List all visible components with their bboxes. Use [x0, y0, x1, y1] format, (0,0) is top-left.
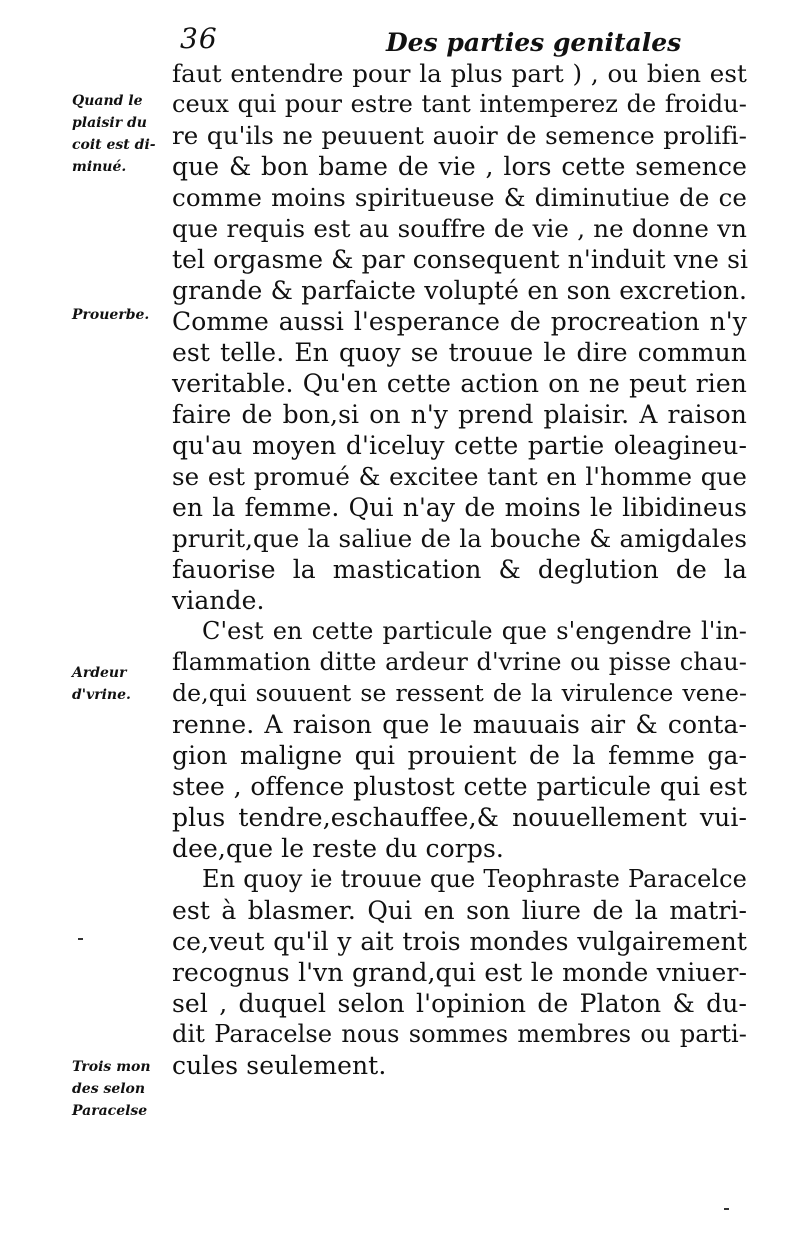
text-line: sel , duquel selon l'opinion de Platon & du- [172, 989, 747, 1018]
text-line: fauorise la mastication & deglution de la [172, 555, 747, 584]
text-line: veritable. Qu'en cette action on ne peut rien [172, 369, 747, 398]
margin-note-mondes [72, 1056, 172, 1122]
text-line: faut entendre pour la plus part ) , ou bien est [172, 59, 747, 88]
ink-speck [78, 938, 83, 940]
text-line: est telle. En quoy se trouue le dire commun [172, 338, 747, 367]
text-line: se est promué & excitee tant en l'homme que [172, 462, 747, 491]
margin-note-line: Prouerbe. [72, 307, 150, 323]
text-line: viande. [172, 586, 265, 615]
margin-note-line: coit est di- [72, 137, 156, 153]
text-line: En quoy ie trouue que Teophraste Paracelce [202, 865, 747, 893]
text-line: renne. A raison que le mauuais air & conta- [172, 710, 747, 739]
margin-note-line: des selon [72, 1081, 146, 1097]
text-line: que requis est au souffre de vie , ne donne vn [172, 214, 747, 243]
text-line: en la femme. Qui n'ay de moins le libidineus [172, 493, 747, 522]
margin-note-line: minué. [72, 159, 127, 175]
text-line: dit Paracelse nous sommes membres ou parti- [172, 1020, 747, 1048]
margin-note-proverbe [72, 304, 172, 326]
text-line: Comme aussi l'esperance de procreation n'y [172, 307, 747, 336]
text-line: prurit,que la saliue de la bouche & amigdales [172, 524, 747, 553]
text-line: plus tendre,eschauffee,& nouuellement vui- [172, 803, 747, 832]
margin-note-line: Ardeur [72, 665, 127, 681]
text-line: de,qui souuent se ressent de la virulence vene- [172, 679, 747, 707]
page-header [0, 22, 800, 62]
margin-note-line: Quand le [72, 93, 143, 109]
text-line: C'est en cette particule que s'engendre l'in- [202, 617, 747, 645]
text-line: dee,que le reste du corps. [172, 834, 504, 863]
margin-note-ardeur [72, 662, 172, 706]
margin-note-line: plaisir du [72, 115, 147, 131]
text-line: est à blasmer. Qui en son liure de la matri- [172, 896, 747, 925]
text-line: flammation ditte ardeur d'vrine ou pisse chau- [172, 648, 747, 676]
text-line: ce,veut qu'il y ait trois mondes vulgairement [172, 927, 747, 956]
page-number: 36 [180, 22, 218, 55]
text-line: re qu'ils ne peuuent auoir de semence prolifi- [172, 121, 747, 150]
text-line: recognus l'vn grand,qui est le monde vniuer- [172, 958, 747, 987]
text-line: stee , offence plustost cette particule qui est [172, 772, 747, 801]
body-text [172, 58, 747, 1081]
margin-note-plaisir [72, 90, 172, 178]
text-line: grande & parfaicte volupté en son excretion. [172, 276, 747, 305]
running-head: Des parties genitales [386, 28, 682, 57]
ink-speck [724, 1208, 729, 1210]
text-line: faire de bon,si on n'y prend plaisir. A raison [172, 400, 747, 429]
text-line: qu'au moyen d'iceluy cette partie oleagineu- [172, 431, 747, 460]
margin-note-line: Paracelse [72, 1103, 148, 1119]
margin-note-line: Trois mon [72, 1059, 151, 1075]
text-line: ceux qui pour estre tant intemperez de froidu- [172, 90, 747, 118]
margin-note-line: d'vrine. [72, 687, 131, 703]
text-line: tel orgasme & par consequent n'induit vne si [172, 245, 749, 274]
text-line: gion maligne qui prouient de la femme ga- [172, 741, 747, 770]
text-line: que & bon bame de vie , lors cette semence [172, 152, 747, 181]
text-line: comme moins spiritueuse & diminutiue de ce [172, 183, 747, 212]
text-line: cules seulement. [172, 1051, 387, 1080]
